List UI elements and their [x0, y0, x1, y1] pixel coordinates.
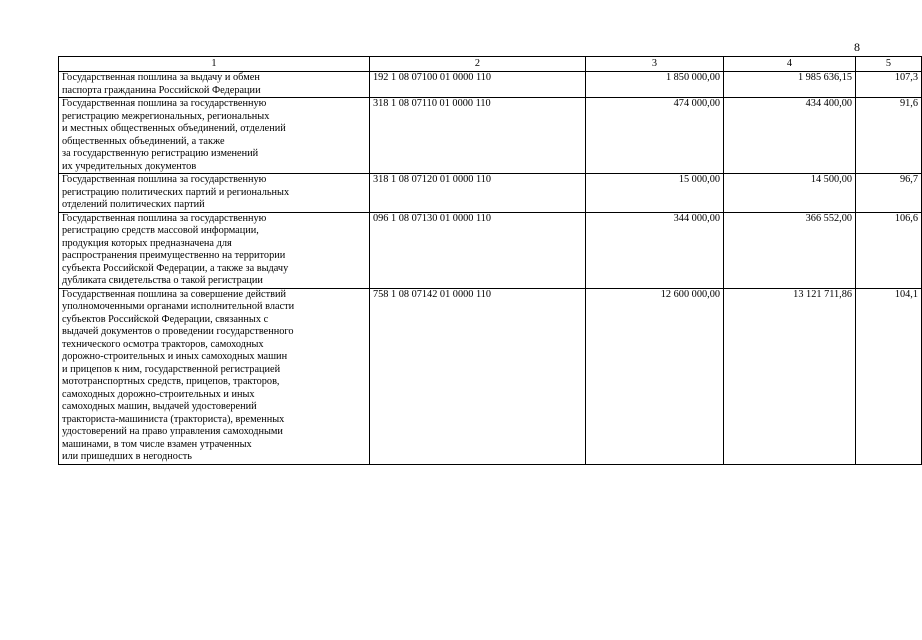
column-number-row — [59, 57, 922, 72]
table-row — [59, 72, 922, 98]
column-number-5: 5 — [856, 57, 922, 72]
actual-amount: 366 552,00 — [724, 212, 856, 288]
execution-percent: 91,6 — [856, 98, 922, 174]
column-number-3: 3 — [586, 57, 724, 72]
planned-amount: 12 600 000,00 — [586, 288, 724, 464]
budget-code: 318 1 08 07110 01 0000 110 — [370, 98, 586, 174]
execution-percent: 107,3 — [856, 72, 922, 98]
budget-code: 758 1 08 07142 01 0000 110 — [370, 288, 586, 464]
budget-code: 318 1 08 07120 01 0000 110 — [370, 174, 586, 213]
table-row — [59, 212, 922, 288]
fee-name: Государственная пошлина за государственную регистрацию межрегиональных, региональных и местных общественных объединений, отделений общественных объединений, а также за государственную регистрацию изменений их учредительных документов — [59, 98, 370, 174]
table-row — [59, 98, 922, 174]
actual-amount: 434 400,00 — [724, 98, 856, 174]
page-number: 8 — [854, 40, 860, 54]
budget-code: 096 1 08 07130 01 0000 110 — [370, 212, 586, 288]
execution-percent: 104,1 — [856, 288, 922, 464]
actual-amount: 1 985 636,15 — [724, 72, 856, 98]
column-number-1: 1 — [59, 57, 370, 72]
budget-code: 192 1 08 07100 01 0000 110 — [370, 72, 586, 98]
table-row — [59, 174, 922, 213]
planned-amount: 474 000,00 — [586, 98, 724, 174]
execution-percent: 96,7 — [856, 174, 922, 213]
fee-name: Государственная пошлина за государственную регистрацию политических партий и региональных отделений политических партий — [59, 174, 370, 213]
planned-amount: 344 000,00 — [586, 212, 724, 288]
revenue-table — [58, 56, 922, 465]
actual-amount: 14 500,00 — [724, 174, 856, 213]
fee-name: Государственная пошлина за совершение действий уполномоченными органами исполнительной власти субъектов Российской Федерации, связанных с выдачей документов о проведении государственного технического осмотра тракторов, самоходных дорожно-строительных и иных самоходных машин и прицепов к ним, государственной регистрацией мототранспортных средств, прицепов, тракторов, самоходных дорожно-строительных и иных самоходных машин, выдачей удостоверений тракториста-машиниста (тракториста), временных удостоверений на право управления самоходными машинами, в том числе взамен утраченных или пришедших в негодность — [59, 288, 370, 464]
planned-amount: 1 850 000,00 — [586, 72, 724, 98]
planned-amount: 15 000,00 — [586, 174, 724, 213]
fee-name: Государственная пошлина за выдачу и обмен паспорта гражданина Российской Федерации — [59, 72, 370, 98]
column-number-4: 4 — [724, 57, 856, 72]
column-number-2: 2 — [370, 57, 586, 72]
actual-amount: 13 121 711,86 — [724, 288, 856, 464]
fee-name: Государственная пошлина за государственную регистрацию средств массовой информации, продукция которых предназначена для распространения преимущественно на территории субъекта Российской Федерации, а также за выдачу дубликата свидетельства о такой регистрации — [59, 212, 370, 288]
table-row — [59, 288, 922, 464]
execution-percent: 106,6 — [856, 212, 922, 288]
